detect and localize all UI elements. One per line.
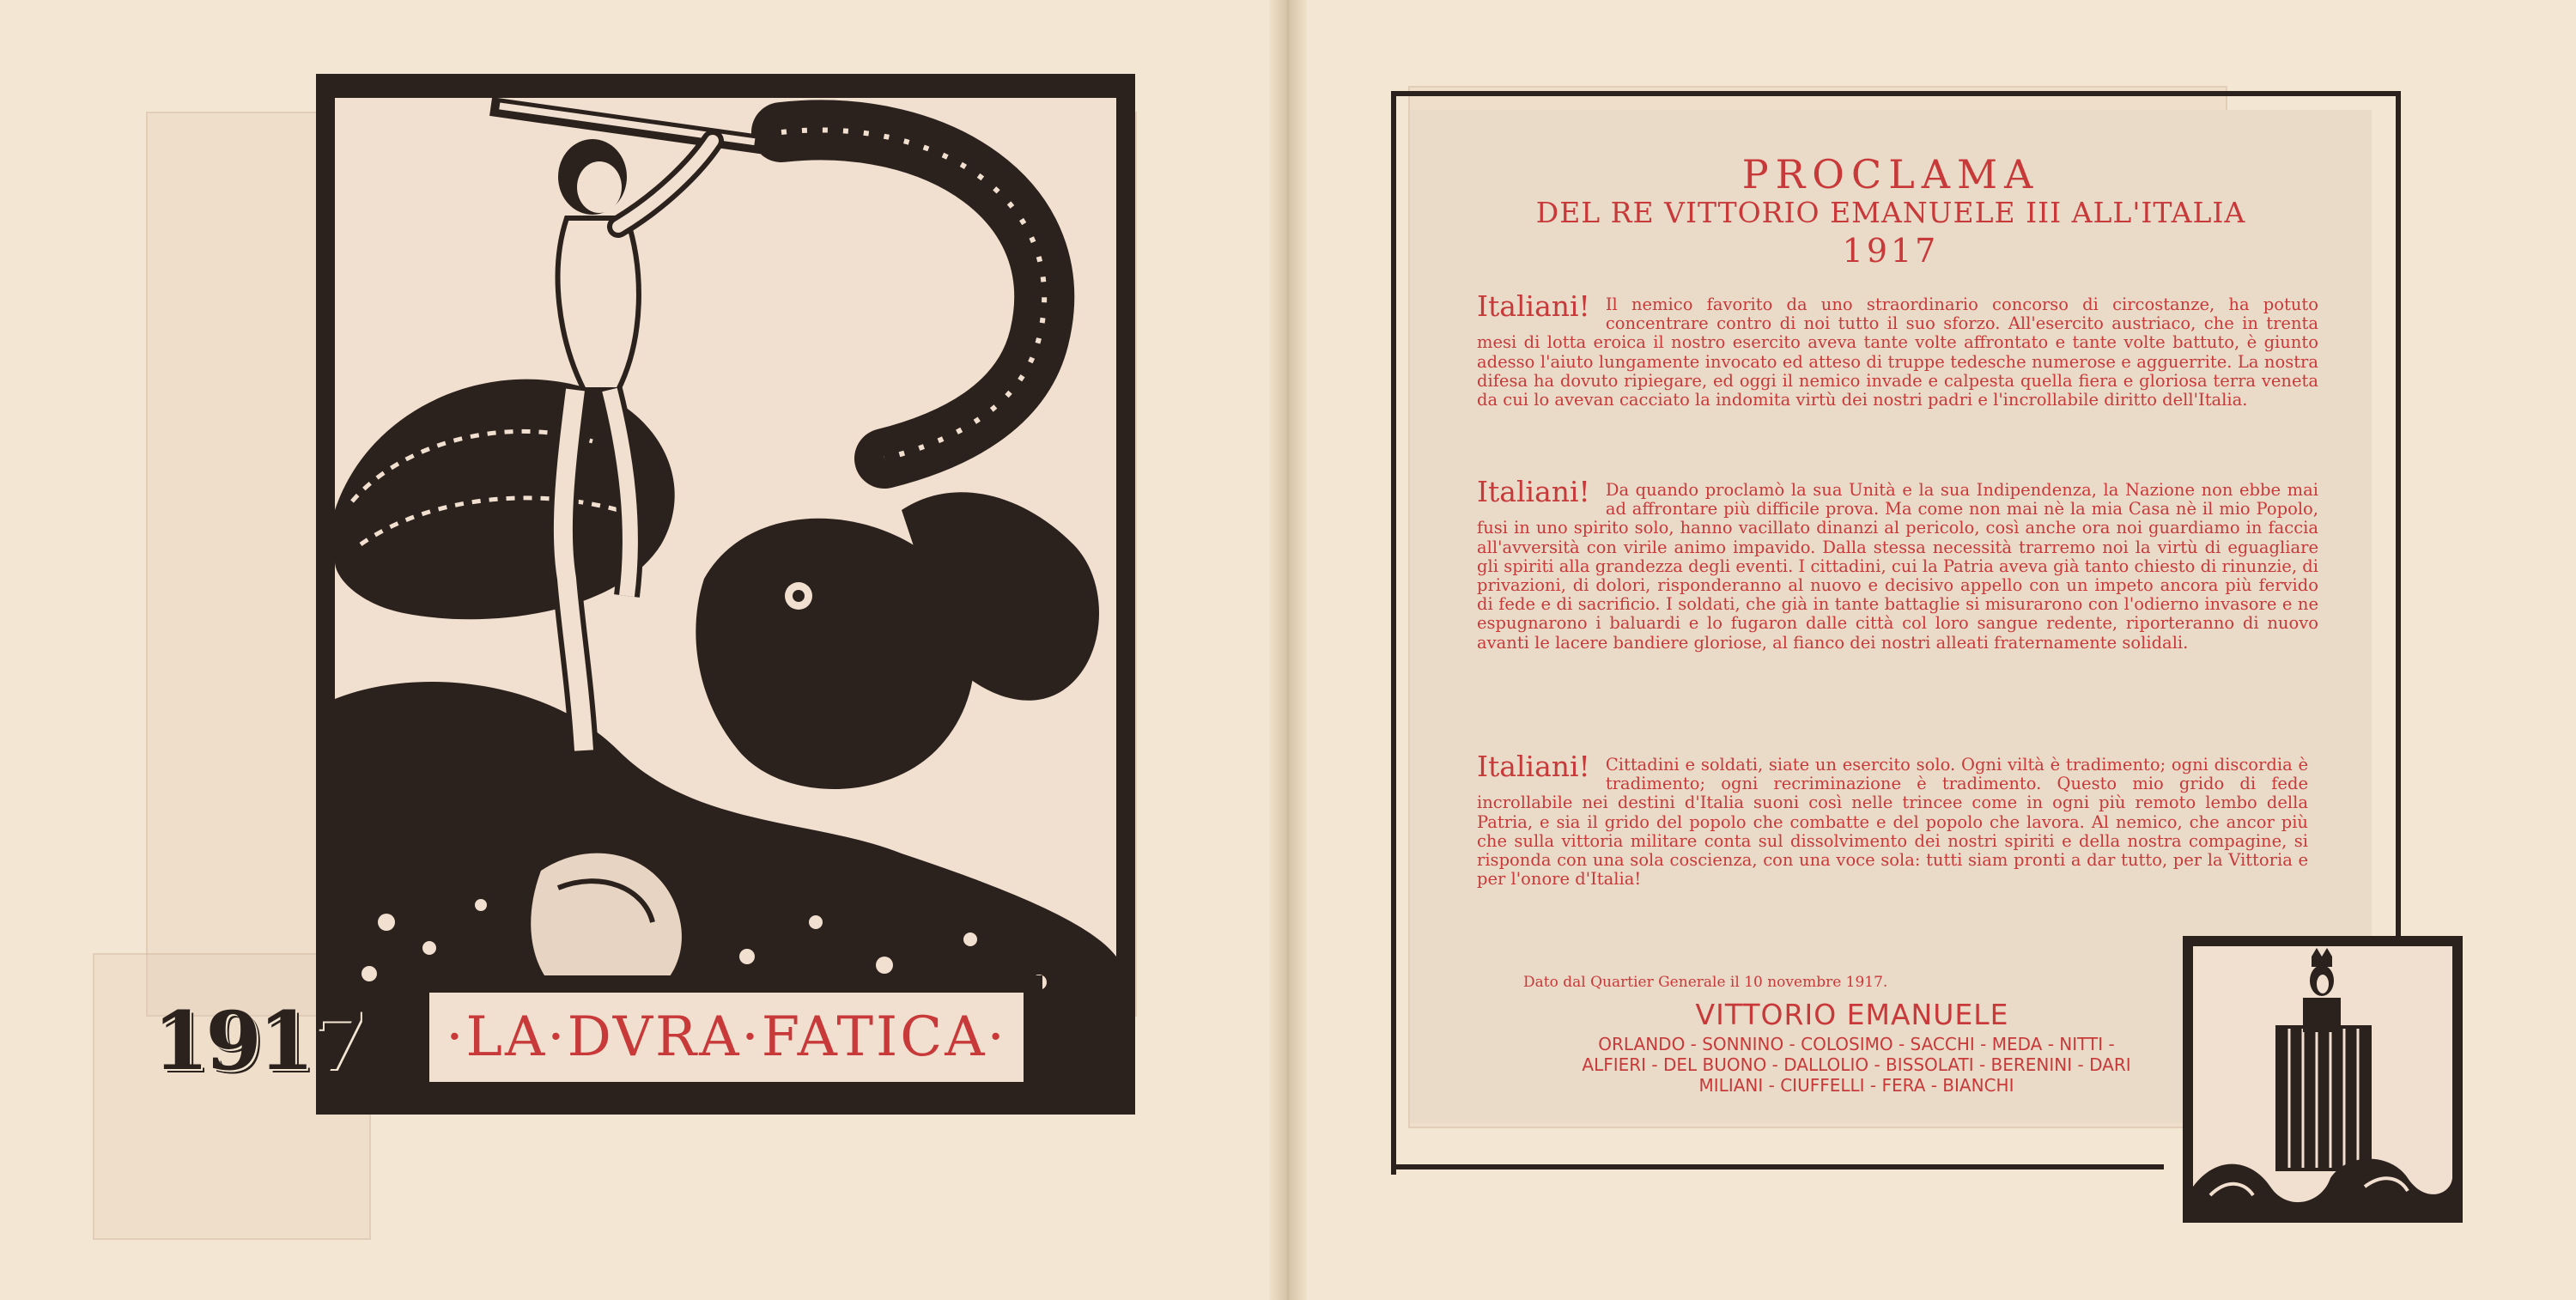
- paragraph-lead: Italiani!: [1477, 750, 1590, 783]
- paragraph-lead: Italiani!: [1477, 475, 1590, 508]
- minister-signatures-line: MILIANI - CIUFFELLI - FERA - BIANCHI: [1698, 1075, 2014, 1096]
- paragraph-text: Da quando proclamò la sua Unità e la sua Indipendenza, la Nazione non ebbe mai ad affrontare più difficile prova. Ma come non mai nè la mia Casa nè il mio Popolo, fusi in uno spirito solo, hanno vacillato dinanzi al pericolo, così anche ora noi guardiamo in faccia all'avversità con virile animo impavido. Dalla stessa necessità trarremo noi la virtù di eguagliare gli spiriti alla grandezza degli eventi. I cittadini, cui la Patria aveva già tanto chiesto di rinunzie, di privazioni, di dolori, risponderanno al nuovo e decisivo appello con un impeto ancora più fervido di fede e di sacrificio. I soldati, che già in tante battaglie si misurarono con l'odierno invasore e ne espugnarono i baluardi e lo fugaron dalle città col loro sangue redente, riporteranno di nuovo avanti le lacere bandiere gloriose, al fianco dei nostri alleati fraternamente solidali.: [1477, 480, 2318, 653]
- fasces-vignette: [2193, 946, 2452, 1212]
- paragraph-text: Il nemico favorito da uno straordinario concorso di circostanze, ha potuto concentrare contro di noi tutto il suo sforzo. All'esercito austriaco, che in trenta mesi di lotta eroica il nostro esercito aveva tante volte affrontato e tante volte battuto, è giunto adesso l'aiuto lungamente invocato ed atteso di truppe tedesche numerose e agguerrite. La nostra difesa ha dovuto ripiegare, ed oggi il nemico invade e calpesta quella fiera e gloriosa terra veneta da cui lo avevan cacciato la indomita virtù dei nostri padri e l'incrollabile diritto dell'Italia.: [1477, 295, 2318, 410]
- paragraph-text: Cittadini e soldati, siate un esercito solo. Ogni viltà è tradimento; ogni discordia è tradimento; ogni recriminazione è tradimento. Questo mio grido di fede incrollabile nei destini d'Italia suoni così nelle trincee come in ogni più remoto lembo della Patria, e sia il grido del popolo che combatte e del popolo che lavora. Al nemico, che ancor più che sulla vittoria militare conta sul dissolvimento dei nostri spiriti e della nostra compagine, si risponda con una sola coscienza, con una voce sola: tutti siam pronti a dar tutto, per la Vittoria e per l'onore d'Italia!: [1477, 755, 2308, 890]
- royal-signature: VITTORIO EMANUELE: [1695, 998, 2009, 1031]
- proclamation-frame-bottom: [1391, 1164, 2164, 1169]
- proclamation-paragraph: [1477, 750, 2308, 890]
- caption-title: ·LA·DVRA·FATICA·: [446, 1005, 1007, 1069]
- year-ornament: 1917: [153, 994, 364, 1089]
- paragraph-lead: Italiani!: [1477, 289, 1590, 323]
- proclamation-paragraph: [1477, 289, 2318, 410]
- proclamation-paragraph: [1477, 475, 2318, 653]
- proclamation-title: PROCLAMA: [1741, 151, 2040, 197]
- dated-line: Dato dal Quartier Generale il 10 novembre 1917.: [1523, 974, 1888, 991]
- book-gutter: [1269, 0, 1307, 1300]
- minister-signatures-line: ORLANDO - SONNINO - COLOSIMO - SACCHI - MEDA - NITTI -: [1598, 1034, 2115, 1054]
- proclamation-subtitle: DEL RE VITTORIO EMANUELE III ALL'ITALIA: [1535, 196, 2246, 229]
- woodcut-frame: [316, 74, 1135, 1115]
- fasces-figure-woodcut: [2193, 946, 2452, 1212]
- minister-signatures-line: ALFIERI - DEL BUONO - DALLOLIO - BISSOLATI - BERENINI - DARI: [1582, 1054, 2131, 1075]
- caption-panel: [410, 975, 1042, 1104]
- proclamation-year: 1917: [1842, 232, 1940, 270]
- woodcut-illustration: [335, 98, 1116, 1097]
- hero-and-dragons-woodcut: [335, 98, 1116, 1097]
- fasces-vignette-frame: [2183, 936, 2463, 1223]
